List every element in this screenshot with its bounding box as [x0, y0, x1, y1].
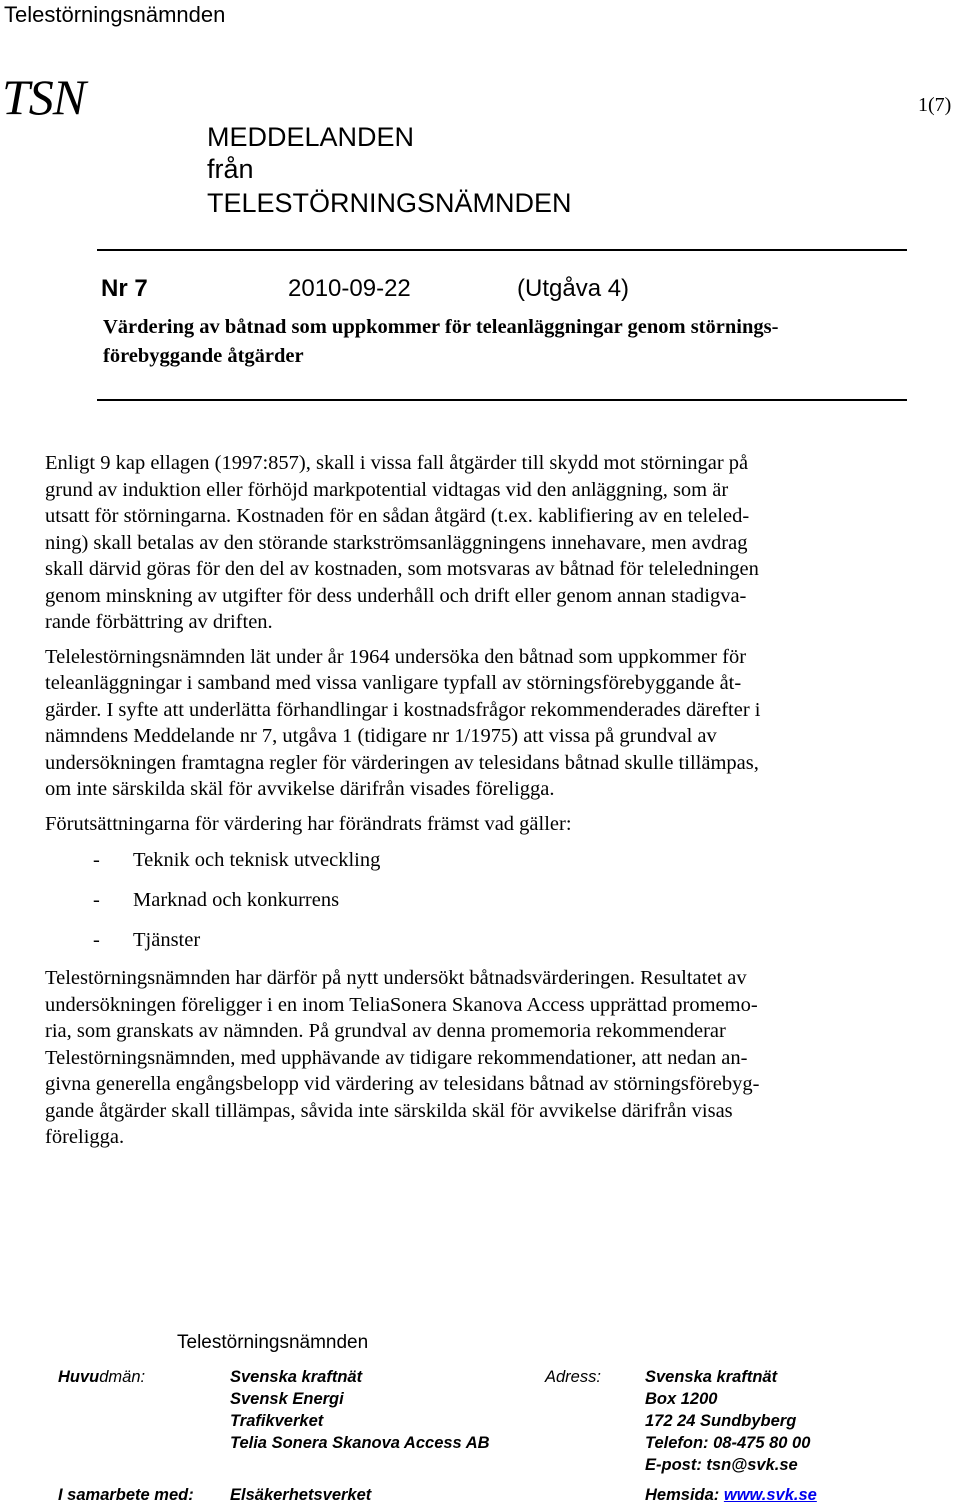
- body-text: [45, 450, 905, 1167]
- paragraph-line: ning) skall betalas av den störande starkströmsanläggningens innehavare, men avdrag: [45, 531, 748, 554]
- divider-top: [97, 249, 907, 251]
- footer-cooperation-label: I samarbete med:: [58, 1486, 194, 1504]
- footer-address-line: 172 24 Sundbyberg: [645, 1412, 797, 1430]
- list-dash: -: [93, 849, 100, 871]
- paragraph-line: ria, som granskats av nämnden. På grundval av denna promemoria rekommenderar: [45, 1020, 726, 1042]
- document-title-line-3: TELESTÖRNINGSNÄMNDEN: [207, 188, 572, 218]
- paragraph-line: skall därvid göras för den del av kostnaden, som motsvaras av båtnad för teleledningen: [45, 558, 759, 580]
- footer-email: E-post: tsn@svk.se: [645, 1456, 798, 1474]
- header-org-name: Telestörningsnämnden: [4, 2, 226, 27]
- paragraph-line: grund av induktion eller förhöjd markpotential vidtagas vid den anläggning, som är: [45, 478, 729, 501]
- paragraph-line: Enligt 9 kap ellagen (1997:857), skall i vissa fall åtgärder till skydd mot störningar på: [45, 452, 749, 474]
- footer-principal: Svenska kraftnät: [230, 1368, 363, 1386]
- document-title-line-2: från: [207, 154, 254, 184]
- tsn-logo: TSN: [2, 69, 86, 125]
- list-dash: -: [93, 889, 100, 911]
- list-item-text: Teknik och teknisk utveckling: [133, 849, 381, 871]
- footer-address-label: Adress:: [545, 1368, 601, 1386]
- paragraph-line: Telelestörningsnämnden lät under år 1964 undersöka den båtnad som uppkommer för: [45, 645, 747, 668]
- list-dash: -: [93, 929, 100, 951]
- paragraph-prerequisites: [45, 811, 905, 838]
- paragraph-ellagen: [45, 450, 905, 636]
- paragraph-line: teleanläggningar i samband med vissa vanligare typfall av störningsförebyggande åt-: [45, 672, 742, 694]
- issue-edition: (Utgåva 4): [517, 275, 630, 302]
- paragraph-line: nämndens Meddelande nr 7, utgåva 1 (tidigare nr 1/1975) att vissa på grundval av: [45, 725, 717, 747]
- paragraph-line: utsatt för störningarna. Kostnaden för en sådan åtgärd (t.ex. kablifiering av en teleled-: [45, 505, 750, 527]
- subject-line-1: Värdering av båtnad som uppkommer för teleanläggningar genom störnings-: [103, 316, 779, 338]
- paragraph-line: Telestörningsnämnden, med upphävande av tidigare rekommendationer, att nedan an-: [45, 1046, 748, 1069]
- website-link[interactable]: www.svk.se: [723, 1486, 817, 1504]
- paragraph-line: Telestörningsnämnden har därför på nytt undersökt båtnadsvärderingen. Resultatet av: [45, 967, 747, 989]
- footer-website: [645, 1486, 817, 1505]
- paragraph-history: [45, 644, 905, 803]
- list-item-text: Marknad och konkurrens: [133, 889, 340, 911]
- paragraph-line: gärder. I syfte att underlätta förhandlingar i kostnadsfrågor rekommenderades därefter i: [45, 698, 761, 721]
- list-item: [45, 885, 905, 925]
- list-item: [45, 845, 905, 885]
- page-number: 1(7): [918, 94, 952, 116]
- list-item: [45, 925, 905, 965]
- paragraph-line: Förutsättningarna för värdering har förändrats främst vad gäller:: [45, 812, 572, 835]
- paragraph-line: gande åtgärder skall tillämpas, såvida inte särskilda skäl för avvikelse därifrån visas: [45, 1099, 733, 1122]
- divider-bottom: [97, 399, 907, 401]
- paragraph-line: undersökningen föreligger i en inom TeliaSonera Skanova Access upprättad promemo-: [45, 993, 758, 1016]
- footer-website-label: Hemsida:: [645, 1486, 720, 1504]
- paragraph-line: rande förbättring av driften.: [45, 611, 273, 633]
- paragraph-line: genom minskning av utgifter för dess underhåll och drift eller genom annan stadigva-: [45, 584, 747, 607]
- paragraph-line: föreligga.: [45, 1126, 125, 1148]
- change-list: [45, 845, 905, 965]
- footer-address-line: Svenska kraftnät: [645, 1368, 778, 1386]
- footer-org-name: Telestörningsnämnden: [177, 1332, 369, 1353]
- issue-date: 2010-09-22: [288, 275, 411, 302]
- subject-line-2: förebyggande åtgärder: [103, 345, 304, 367]
- footer-principal: Svensk Energi: [230, 1390, 344, 1408]
- footer-address-line: Box 1200: [645, 1390, 718, 1408]
- footer-principal: Trafikverket: [230, 1412, 324, 1430]
- footer-phone: Telefon: 08-475 80 00: [645, 1434, 811, 1452]
- footer-principals-label: [58, 1368, 145, 1387]
- footer-principal: Telia Sonera Skanova Access AB: [230, 1434, 490, 1452]
- paragraph-line: om inte särskilda skäl för avvikelse därifrån visades föreligga.: [45, 778, 555, 800]
- footer-cooperation: Elsäkerhetsverket: [230, 1486, 372, 1504]
- paragraph-recommendation: [45, 965, 905, 1151]
- paragraph-line: givna generella engångsbelopp vid värdering av telesidans båtnad av störningsförebyg-: [45, 1073, 760, 1095]
- issue-number: Nr 7: [101, 275, 148, 302]
- document-title-line-1: MEDDELANDEN: [207, 122, 415, 152]
- paragraph-line: undersökningen framtagna regler för värderingen av telesidans båtnad skulle tillämpas,: [45, 751, 759, 774]
- subject-heading: [103, 313, 903, 371]
- list-item-text: Tjänster: [133, 929, 201, 951]
- principals-label-part: Huvu: [58, 1368, 100, 1386]
- principals-label-part: dmän:: [99, 1368, 146, 1386]
